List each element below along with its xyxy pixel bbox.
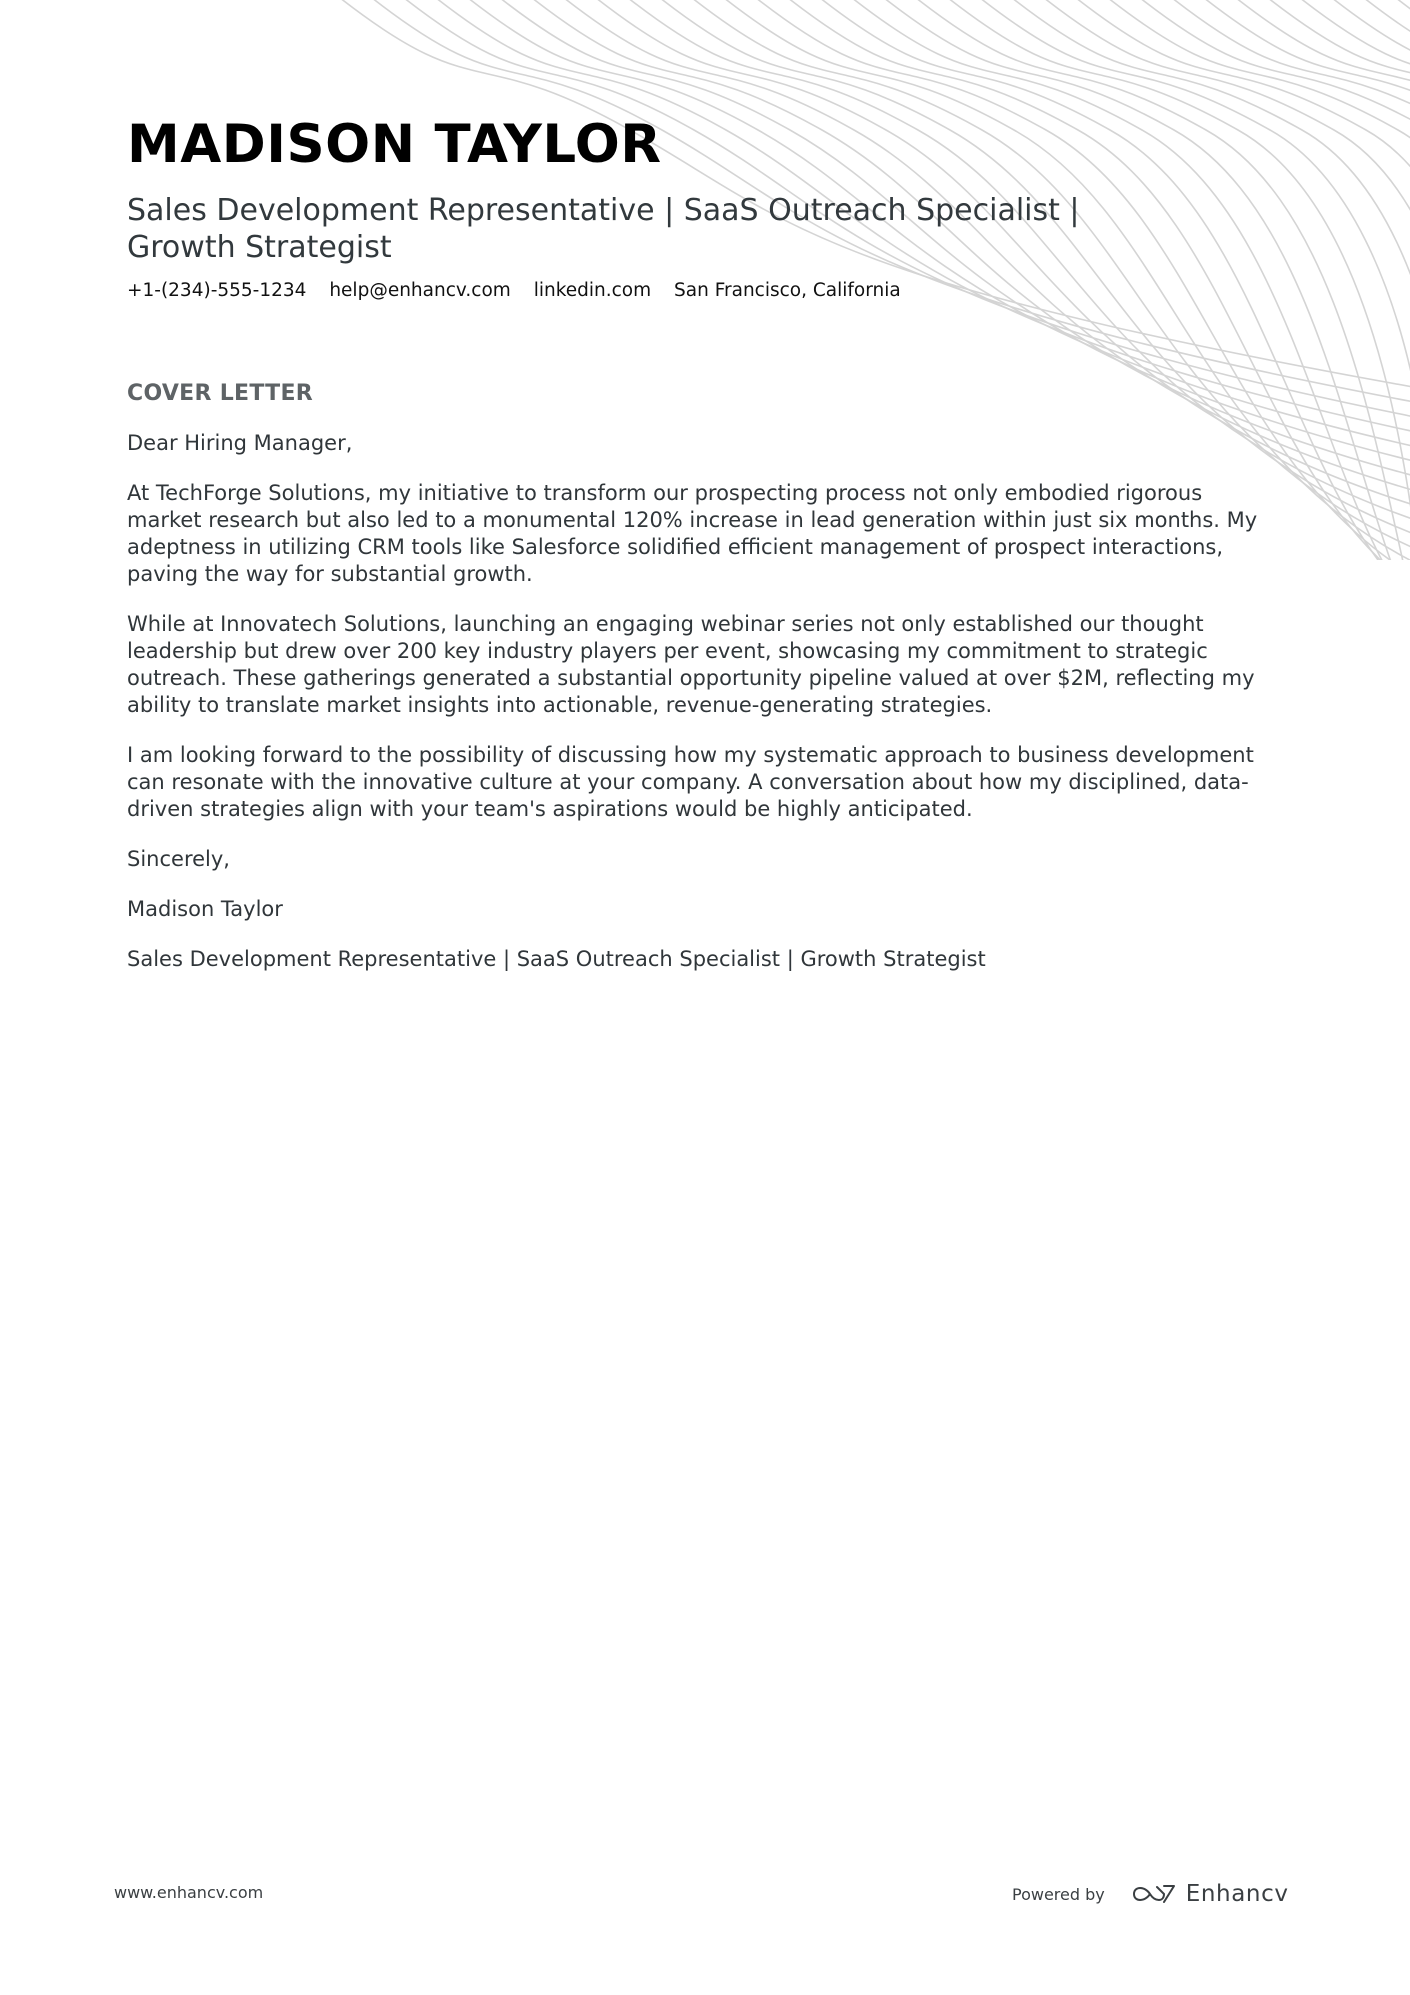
wave-line (1386, 0, 1410, 560)
contact-info (127, 279, 1257, 303)
letter-paragraph: I am looking forward to the possibility of discussing how my systematic approach to business development can resonate with the innovative culture at your company. A conversation about how my disciplined, data-driven strategies align with your team's aspirations would be highly anticipated. (127, 743, 1254, 821)
wave-line (1258, 0, 1410, 560)
wave-line (1354, 0, 1410, 560)
salutation: Dear Hiring Manager, (127, 431, 353, 455)
candidate-name: MADISON TAYLOR (127, 114, 662, 175)
letter-paragraph: While at Innovatech Solutions, launching an engaging webinar series not only established our thought leadership but drew over 200 key industry players per event, showcasing my commitment to strategic outreach. These gatherings generated a substantial opportunity pipeline valued at over $2M, reflecting my ability to translate market insights into actionable, revenue-generating strategies. (127, 612, 1255, 717)
contact-email[interactable]: help@enhancv.com (329, 280, 511, 301)
powered-by-label: Powered by (1012, 1884, 1105, 1904)
signature-title: Sales Development Representative | SaaS Outreach Specialist | Growth Strategist (127, 947, 986, 971)
letter-paragraph: At TechForge Solutions, my initiative to transform our prospecting process not only embodied rigorous market research but also led to a monumental 120% increase in lead generation within just six months. My adeptness in utilizing CRM tools like Salesforce solidified efficient management of prospect interactions, paving the way for substantial growth. (127, 481, 1258, 586)
footer-website-link[interactable]: www.enhancv.com (114, 1883, 264, 1902)
cover-letter-body (127, 380, 1277, 973)
contact-location: San Francisco, California (674, 280, 901, 301)
candidate-title: Sales Development Representative | SaaS Outreach Specialist | Growth Strategist (127, 193, 1080, 265)
wave-line (1322, 0, 1410, 560)
contact-phone[interactable]: +1-(234)-555-1234 (127, 280, 307, 301)
brand-name: Enhancv (1185, 1881, 1289, 1907)
enhancv-logo-icon (1131, 1881, 1177, 1907)
section-heading: COVER LETTER (127, 381, 314, 406)
footer-branding (1012, 1874, 1289, 1914)
resume-header (127, 112, 1257, 303)
signature-name: Madison Taylor (127, 897, 283, 921)
closing: Sincerely, (127, 847, 230, 871)
contact-linkedin[interactable]: linkedin.com (533, 280, 652, 301)
wave-line (1290, 0, 1410, 560)
